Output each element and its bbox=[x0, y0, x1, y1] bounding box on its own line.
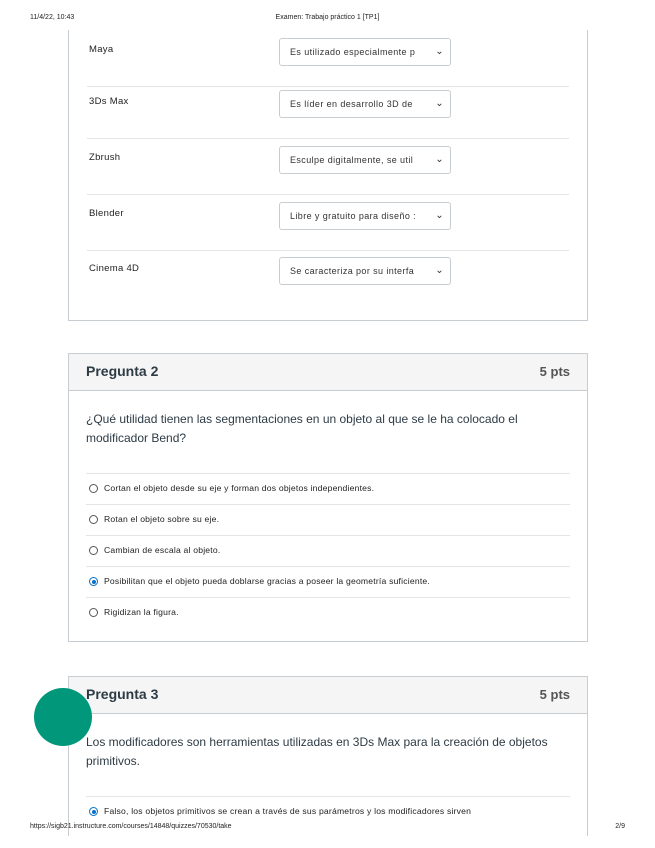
answer-label: Posibilitan que el objeto pueda doblarse gracias a poseer la geometría suficiente. bbox=[104, 576, 430, 586]
match-label: Zbrush bbox=[89, 152, 121, 163]
match-select-value: Es líder en desarrollo 3D de bbox=[290, 99, 413, 109]
answer-option[interactable] bbox=[86, 473, 570, 504]
radio-button-selected[interactable] bbox=[89, 577, 98, 586]
answer-label: Cambian de escala al objeto. bbox=[104, 545, 221, 555]
question-1-card bbox=[68, 30, 588, 321]
radio-button[interactable] bbox=[89, 484, 98, 493]
match-label: Maya bbox=[89, 44, 114, 55]
chevron-down-icon: ⌄ bbox=[435, 46, 444, 57]
match-row-maya bbox=[87, 30, 569, 87]
match-select[interactable] bbox=[279, 90, 451, 118]
chevron-down-icon: ⌄ bbox=[435, 265, 444, 276]
match-label: Cinema 4D bbox=[89, 263, 140, 274]
chevron-down-icon: ⌄ bbox=[435, 98, 444, 109]
print-datetime: 11/4/22, 10:43 bbox=[30, 14, 75, 21]
chevron-down-icon: ⌄ bbox=[435, 154, 444, 165]
answer-label: Falso, los objetos primitivos se crean a través de sus parámetros y los modificadores sirven bbox=[104, 806, 472, 816]
answer-label: Rotan el objeto sobre su eje. bbox=[104, 514, 220, 524]
answer-option[interactable] bbox=[86, 535, 570, 566]
match-row-3dsmax bbox=[87, 82, 569, 139]
print-header bbox=[30, 14, 625, 24]
answer-label: Cortan el objeto desde su eje y forman dos objetos independientes. bbox=[104, 483, 375, 493]
radio-button[interactable] bbox=[89, 515, 98, 524]
match-label: Blender bbox=[89, 208, 124, 219]
chevron-down-icon: ⌄ bbox=[435, 210, 444, 221]
question-header bbox=[69, 354, 587, 391]
match-select-value: Esculpe digitalmente, se util bbox=[290, 155, 414, 165]
question-points: 5 pts bbox=[539, 364, 570, 379]
answer-option[interactable] bbox=[86, 504, 570, 535]
answer-label: Rigidizan la figura. bbox=[104, 607, 179, 617]
match-row-cinema4d bbox=[87, 249, 569, 305]
radio-button-selected[interactable] bbox=[89, 807, 98, 816]
radio-button[interactable] bbox=[89, 546, 98, 555]
print-url: https://sigb21.instructure.com/courses/14848/quizzes/70530/take bbox=[30, 823, 232, 830]
floating-action-button[interactable] bbox=[34, 688, 92, 746]
match-select[interactable] bbox=[279, 38, 451, 66]
question-header bbox=[69, 677, 587, 714]
match-row-zbrush bbox=[87, 138, 569, 195]
print-footer bbox=[30, 823, 625, 833]
match-label: 3Ds Max bbox=[89, 96, 129, 107]
print-page-title: Examen: Trabajo práctico 1 [TP1] bbox=[275, 14, 380, 21]
match-select[interactable] bbox=[279, 146, 451, 174]
answer-list bbox=[86, 473, 570, 628]
question-text: Los modificadores son herramientas utilizadas en 3Ds Max para la creación de objetos primitivos. bbox=[86, 735, 548, 768]
answer-option[interactable] bbox=[86, 566, 570, 597]
question-title: Pregunta 2 bbox=[86, 363, 159, 379]
match-select[interactable] bbox=[279, 202, 451, 230]
match-select-value: Se caracteriza por su interfa bbox=[290, 266, 415, 276]
question-points: 5 pts bbox=[539, 687, 570, 702]
question-3-card bbox=[68, 676, 588, 836]
print-page-number: 2/9 bbox=[615, 823, 625, 830]
match-select-value: Es utilizado especialmente p bbox=[290, 47, 416, 57]
radio-button[interactable] bbox=[89, 608, 98, 617]
match-row-blender bbox=[87, 194, 569, 251]
match-select[interactable] bbox=[279, 257, 451, 285]
match-select-value: Libre y gratuito para diseño : bbox=[290, 211, 417, 221]
question-title: Pregunta 3 bbox=[86, 686, 159, 702]
question-2-card bbox=[68, 353, 588, 642]
question-text: ¿Qué utilidad tienen las segmentaciones en un objeto al que se le ha colocado el modificador Bend? bbox=[86, 412, 518, 445]
answer-option[interactable] bbox=[86, 597, 570, 628]
